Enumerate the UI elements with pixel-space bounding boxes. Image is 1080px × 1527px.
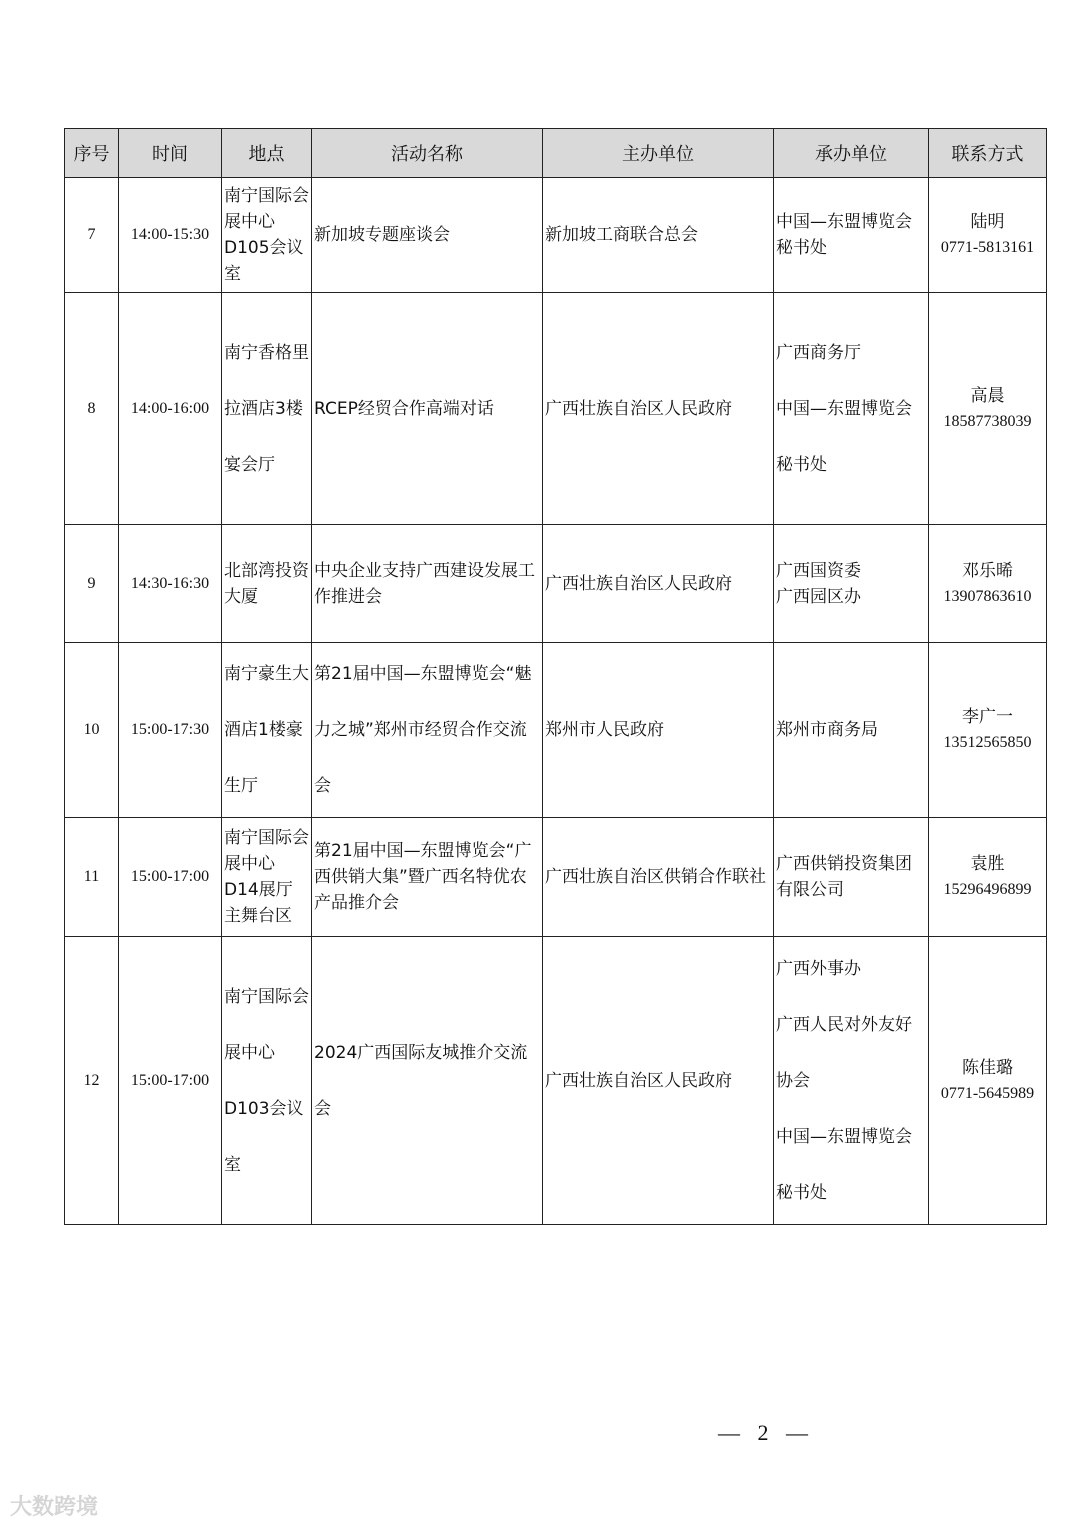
row-organizer: 广西国资委 广西园区办	[774, 525, 929, 643]
contact-name: 陈佳璐	[962, 1057, 1013, 1078]
table-row	[65, 293, 1047, 525]
table-row	[65, 818, 1047, 937]
contact-phone: 0771-5645989	[940, 1084, 1035, 1102]
row-place: 南宁国际会展中心D14展厅主舞台区	[222, 818, 312, 937]
row-place: 北部湾投资大厦	[222, 525, 312, 643]
header-event: 活动名称	[312, 129, 543, 178]
row-host: 郑州市人民政府	[543, 643, 774, 818]
table-header-row	[65, 129, 1047, 178]
contact-phone: 13907863610	[943, 587, 1032, 605]
row-no: 9	[65, 525, 119, 643]
header-organizer: 承办单位	[774, 129, 929, 178]
contact-name: 邓乐晞	[962, 560, 1013, 581]
row-time: 15:00-17:00	[119, 818, 222, 937]
contact-phone: 18587738039	[943, 412, 1032, 430]
header-no: 序号	[65, 129, 119, 178]
row-organizer: 郑州市商务局	[774, 643, 929, 818]
row-event: 中央企业支持广西建设发展工作推进会	[312, 525, 543, 643]
table-row	[65, 643, 1047, 818]
contact-name: 陆明	[970, 212, 1005, 232]
row-host: 广西壮族自治区人民政府	[543, 293, 774, 525]
contact-name: 袁胜	[970, 854, 1005, 874]
row-host: 广西壮族自治区人民政府	[543, 937, 774, 1225]
row-contact	[929, 818, 1047, 937]
row-contact	[929, 178, 1047, 293]
row-time: 15:00-17:00	[119, 937, 222, 1225]
row-place: 南宁国际会展中心D103会议室	[222, 937, 312, 1225]
row-event: RCEP经贸合作高端对话	[312, 293, 543, 525]
row-event: 2024广西国际友城推介交流会	[312, 937, 543, 1225]
contact-phone: 15296496899	[943, 881, 1032, 898]
row-time: 14:00-15:30	[119, 178, 222, 293]
row-organizer: 广西商务厅 中国—东盟博览会秘书处	[774, 293, 929, 525]
table-row	[65, 178, 1047, 293]
row-event: 第21届中国—东盟博览会“广西供销大集”暨广西名特优农产品推介会	[312, 818, 543, 937]
row-no: 12	[65, 937, 119, 1225]
page-number: — 2 —	[718, 1420, 814, 1445]
row-time: 15:00-17:30	[119, 643, 222, 818]
row-no: 10	[65, 643, 119, 818]
row-time: 14:30-16:30	[119, 525, 222, 643]
row-place: 南宁豪生大酒店1楼豪生厅	[222, 643, 312, 818]
watermark-logo: 大数跨境	[10, 1495, 99, 1520]
row-organizer: 广西供销投资集团有限公司	[774, 818, 929, 937]
contact-name: 高晨	[970, 385, 1005, 406]
row-place: 南宁香格里拉酒店3楼宴会厅	[222, 293, 312, 525]
row-contact	[929, 525, 1047, 643]
row-contact	[929, 293, 1047, 525]
row-host: 新加坡工商联合总会	[543, 178, 774, 293]
header-contact: 联系方式	[929, 129, 1047, 178]
row-event: 新加坡专题座谈会	[312, 178, 543, 293]
header-host: 主办单位	[543, 129, 774, 178]
event-schedule-table	[64, 128, 1047, 1225]
row-no: 7	[65, 178, 119, 293]
header-time: 时间	[119, 129, 222, 178]
row-place: 南宁国际会展中心D105会议室	[222, 178, 312, 293]
row-organizer: 广西外事办 广西人民对外友好协会 中国—东盟博览会秘书处	[774, 937, 929, 1225]
row-host: 广西壮族自治区供销合作联社	[543, 818, 774, 937]
row-organizer: 中国—东盟博览会秘书处	[774, 178, 929, 293]
row-event: 第21届中国—东盟博览会“魅力之城”郑州市经贸合作交流会	[312, 643, 543, 818]
row-host: 广西壮族自治区人民政府	[543, 525, 774, 643]
row-contact	[929, 643, 1047, 818]
header-place: 地点	[222, 129, 312, 178]
contact-phone: 0771-5813161	[940, 239, 1035, 256]
table-row	[65, 937, 1047, 1225]
contact-name: 李广一	[962, 707, 1013, 727]
row-time: 14:00-16:00	[119, 293, 222, 525]
contact-phone: 13512565850	[943, 734, 1032, 751]
row-no: 11	[65, 818, 119, 937]
table-row	[65, 525, 1047, 643]
row-contact	[929, 937, 1047, 1225]
row-no: 8	[65, 293, 119, 525]
